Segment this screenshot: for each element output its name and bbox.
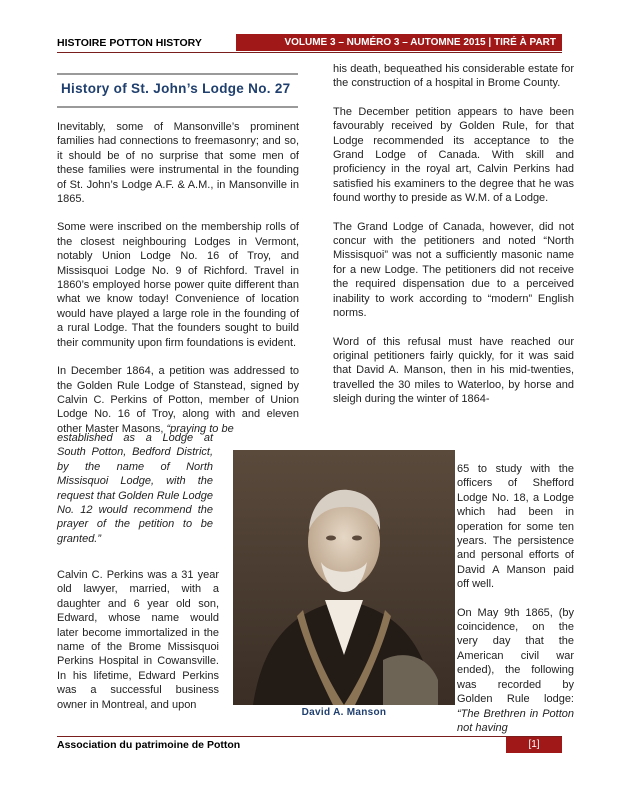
paragraph	[57, 364, 299, 436]
paragraph-text: In December 1864, a petition was addressed to the Golden Rule Lodge of Stanstead, signed by Calvin C. Perkins of Potton, member of Union Lodge No. 16 of Troy, along with and eleven other Master Masons,	[57, 365, 299, 435]
paragraph: his death, bequeathed his considerable estate for the construction of a hospital in Brome County.	[333, 63, 574, 90]
footer-organization: Association du patrimoine de Potton	[57, 739, 241, 751]
quote-text: “praying to be	[166, 422, 234, 435]
right-column	[333, 62, 574, 407]
page-footer	[57, 736, 562, 753]
paragraph: Calvin C. Perkins was a 31 year old lawyer, married, with a daughter and 6 year old son, Edward, whose name would later become immortalized in the name of the Brome Missisquoi Perkins Hospital in Cowansville. In his lifetime, Edward Perkins was a successful business owner in Montreal, and upon	[57, 569, 219, 711]
paragraph: 65 to study with the officers of Shefford Lodge No. 18, a Lodge which had been in operation for some ten years. The persistence and personal efforts of David A Manson paid off well.	[457, 463, 574, 591]
right-column-narrow	[457, 462, 574, 749]
page-header	[57, 34, 562, 53]
article-title-box	[57, 73, 298, 108]
quote-text: “The Brethren in Potton not having	[457, 707, 574, 734]
page-number: [1]	[506, 737, 562, 753]
photo-caption: David A. Manson	[301, 707, 387, 718]
left-column-lower	[57, 557, 219, 723]
portrait-photo	[233, 450, 455, 705]
paragraph: The December petition appears to have been favourably received by Golden Rule, for that Lodge recommended its acceptance to the Grand Lodge of Canada. With skill and proficiency in the royal art, Calvin Perkins had satisfied his examiners to the degree that he was found worthy to preside as W.M. of a Lodge.	[333, 105, 574, 205]
article-title: History of St. John’s Lodge No. 27	[61, 81, 291, 96]
issue-banner: VOLUME 3 – NUMÉRO 3 – AUTOMNE 2015 | TIRÉ À PART	[236, 34, 562, 51]
paragraph: Some were inscribed on the membership rolls of the closest neighbouring Lodges in Vermont, notably Union Lodge No. 16 of Troy, and Missisquoi Lodge No. 9 of Richford. Travel in 1860’s employed horse power quite different than what we know today! Convenience of location would have played a large role in the founding of a rural Lodge. That the founders sought to build their community upon firm foundations is evident.	[57, 221, 299, 349]
petition-quote: established as a Lodge at South Potton, Bedford District, by the name of North Missisquoi Lodge, with the request that Golden Rule Lodge No. 12 would recommend the prayer of the petition to be granted.”	[57, 432, 213, 545]
paragraph	[457, 606, 574, 736]
left-column	[57, 120, 299, 436]
portrait-image	[233, 450, 455, 705]
paragraph: Inevitably, some of Mansonville’s prominent families had connections to freemasonry; and so, it should be of no surprise that some men of these families were instrumental in the founding of St. John’s Lodge A.F. & A.M., in Mansonville in 1865.	[57, 121, 299, 206]
paragraph: The Grand Lodge of Canada, however, did not concur with the petitioners and noted “North Missisquoi” was not a sufficiently masonic name for a new Lodge. The petitioners did not receive the required dispensation due to a perceived inability to work according to “modern” English norms.	[333, 220, 574, 320]
paragraph: Word of this refusal must have reached our original petitioners fairly quickly, for it was said that David A. Manson, then in his mid-twenties, travelled the 30 miles to Waterloo, by horse and sleigh during the winter of 1864-	[333, 335, 574, 406]
paragraph-text: On May 9th 1865, (by coincidence, on the very day that the American civil war ended), the following was recorded by Golden Rule lodge:	[457, 606, 574, 706]
publication-name: HISTOIRE POTTON HISTORY	[57, 37, 202, 49]
